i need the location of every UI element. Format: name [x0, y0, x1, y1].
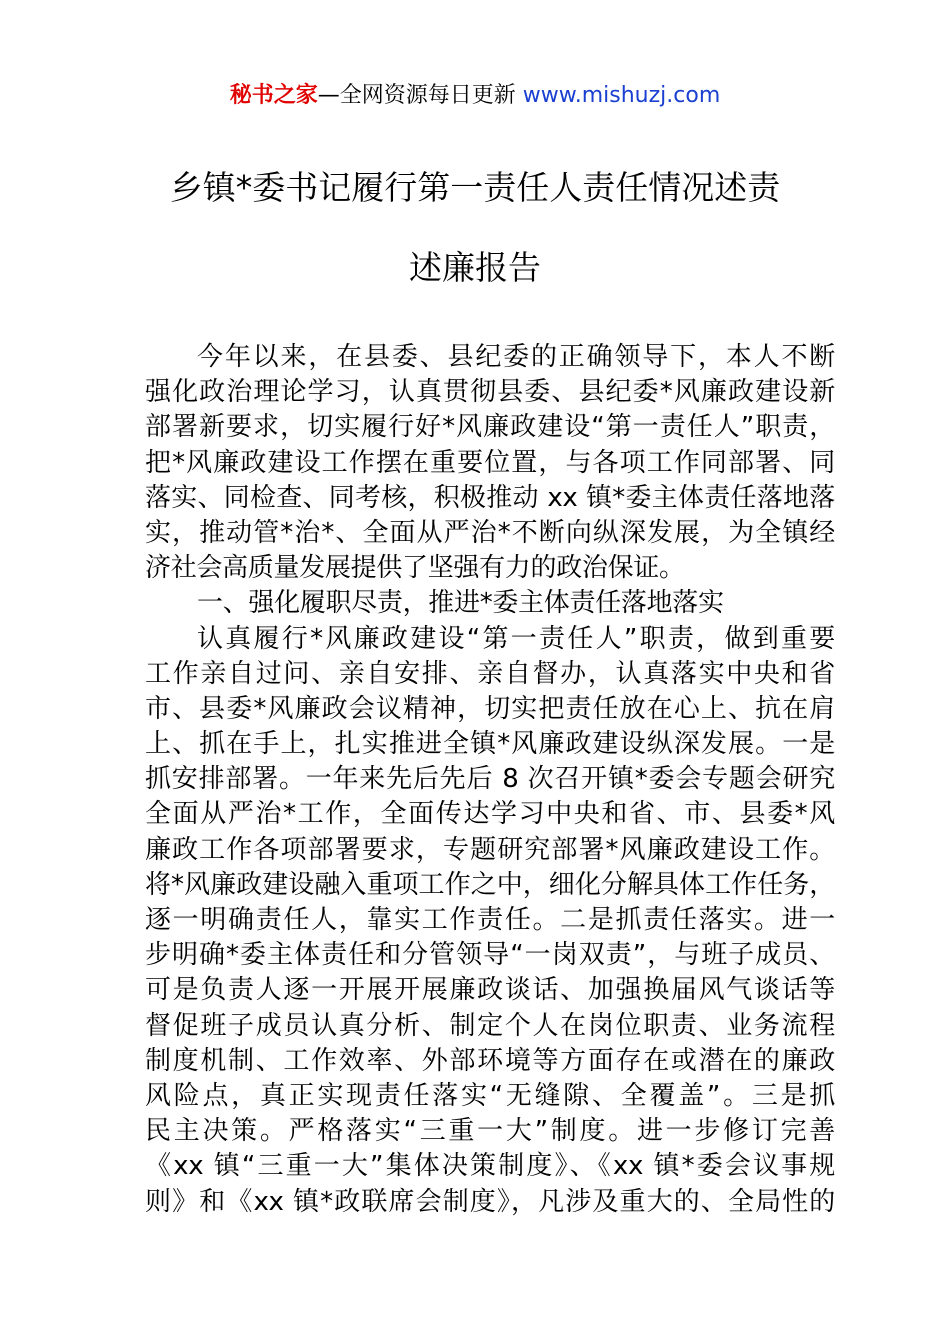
body-line: 全面从严治*工作，全面传达学习中央和省、市、县委*风: [145, 799, 835, 830]
document-title: [100, 148, 850, 308]
body-line: 则》和《xx 镇*政联席会制度》，凡涉及重大的、全局性的: [145, 1186, 835, 1217]
body-line: 济社会高质量发展提供了坚强有力的政治保证。: [145, 553, 685, 584]
body-line: 制度机制、工作效率、外部环境等方面存在或潜在的廉政: [145, 1045, 835, 1076]
body-line: 逐一明确责任人，靠实工作责任。二是抓责任落实。进一: [145, 905, 835, 935]
body-line: 民主决策。严格落实“三重一大”制度。进一步修订完善: [145, 1116, 835, 1147]
body-line: 步明确*委主体责任和分管领导“一岗双责”，与班子成员、: [145, 940, 835, 971]
title-line: 述廉报告: [409, 248, 541, 287]
site-header: [0, 80, 950, 112]
body-line: 抓安排部署。一年来先后先后 8 次召开镇*委会专题会研究: [145, 764, 835, 795]
title-line: 乡镇*委书记履行第一责任人责任情况述责: [169, 168, 781, 207]
body-line: 廉政工作各项部署要求，专题研究部署*风廉政建设工作。: [145, 834, 835, 865]
body-line: 市、县委*风廉政会议精神，切实把责任放在心上、抗在肩: [145, 693, 835, 724]
body-line: 把*风廉政建设工作摆在重要位置，与各项工作同部署、同: [145, 447, 835, 478]
section-heading: 一、强化履职尽责，推进*委主体责任落地落实: [197, 588, 724, 619]
body-line: 今年以来，在县委、县纪委的正确领导下，本人不断: [197, 342, 835, 372]
body-line: 实，推动管*治*、全面从严治*不断向纵深发展，为全镇经: [145, 517, 835, 548]
body-line: 工作亲自过问、亲自安排、亲自督办，认真落实中央和省: [145, 658, 835, 689]
document-body: [145, 340, 835, 1220]
body-line: 可是负责人逐一开展开展廉政谈话、加强换届风气谈话等: [145, 975, 835, 1006]
site-brand: 秘书之家: [229, 83, 318, 108]
body-line: 强化政治理论学习，认真贯彻县委、县纪委*风廉政建设新: [145, 377, 835, 408]
body-line: 将*风廉政建设融入重项工作之中，细化分解具体工作任务，: [145, 869, 835, 900]
site-url-link[interactable]: www.mishuzj.com: [522, 83, 721, 108]
site-slogan: —全网资源每日更新: [317, 83, 516, 108]
body-line: 风险点，真正实现责任落实“无缝隙、全覆盖”。三是抓: [145, 1080, 835, 1111]
body-line: 《xx 镇“三重一大”集体决策制度》、《xx 镇*委会议事规: [145, 1151, 835, 1182]
body-line: 部署新要求，切实履行好*风廉政建设“第一责任人”职责，: [145, 412, 835, 443]
body-line: 认真履行*风廉政建设“第一责任人”职责，做到重要: [197, 623, 835, 654]
body-line: 上、抓在手上，扎实推进全镇*风廉政建设纵深发展。一是: [145, 729, 835, 760]
body-line: 落实、同检查、同考核，积极推动 xx 镇*委主体责任落地落: [145, 482, 835, 513]
body-line: 督促班子成员认真分析、制定个人在岗位职责、业务流程: [145, 1010, 835, 1041]
